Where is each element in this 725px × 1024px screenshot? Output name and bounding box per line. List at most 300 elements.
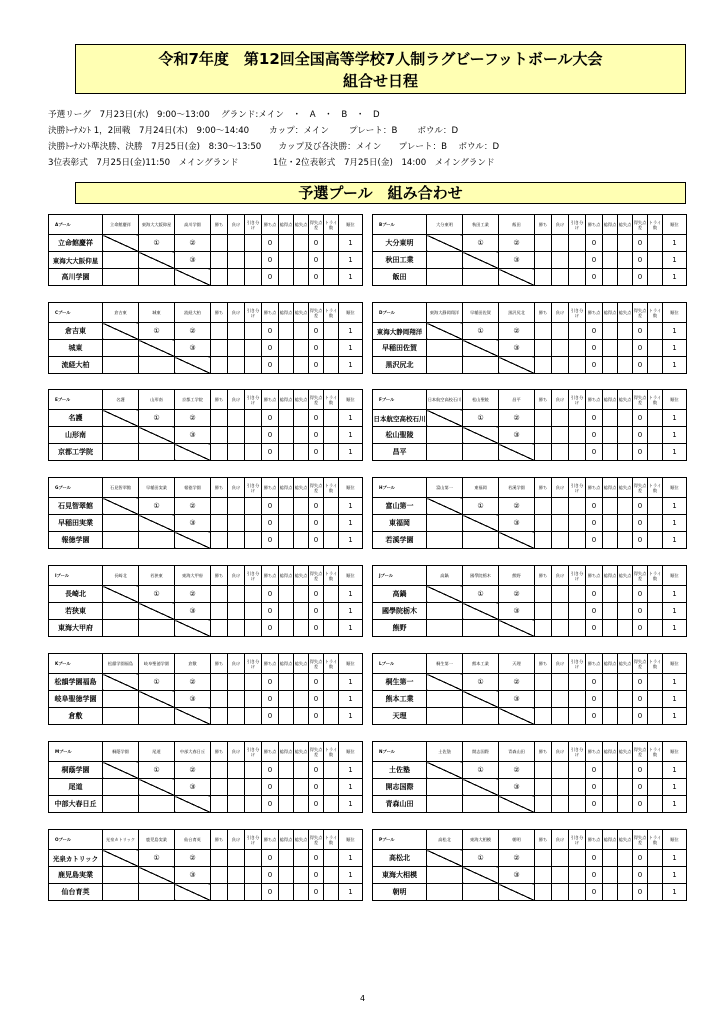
opponent-header: 東海大静岡翔洋 [427, 303, 463, 323]
rank-header: 順位 [339, 215, 363, 235]
pool-name: Bプール [373, 215, 427, 235]
draw-cell [569, 779, 586, 796]
conceded-header: 総失点 [294, 566, 309, 586]
scored-cell [603, 252, 618, 269]
opponent-header: 天理 [499, 654, 535, 674]
lose-cell [552, 586, 569, 603]
diff-header: 得失点差 [309, 742, 324, 762]
title-line-2: 組合せ日程 [342, 72, 418, 90]
opponent-header: 高松北 [427, 830, 463, 850]
tries-cell [648, 323, 663, 340]
table-row [373, 762, 687, 779]
opponent-header: 若溪学園 [499, 478, 535, 498]
pool-header-row [49, 390, 363, 410]
table-row [49, 340, 363, 357]
lose-cell [228, 252, 245, 269]
diff-cell: 0 [633, 674, 648, 691]
conceded-cell [294, 884, 309, 901]
win-header: 勝ち [535, 478, 552, 498]
draw-cell [569, 884, 586, 901]
diagonal-cell [499, 708, 535, 725]
match-number: ① [139, 235, 175, 252]
win-cell [211, 532, 228, 549]
tries-header: トライ数 [648, 390, 663, 410]
conceded-header: 総失点 [294, 830, 309, 850]
match-number: ① [463, 850, 499, 867]
diagonal-cell [175, 269, 211, 286]
draw-cell [569, 357, 586, 374]
win-header: 勝ち [535, 654, 552, 674]
diagonal-cell [175, 884, 211, 901]
pool-name: Gプール [49, 478, 103, 498]
lose-cell [228, 427, 245, 444]
rank-cell: 1 [339, 340, 363, 357]
diff-cell: 0 [633, 850, 648, 867]
tries-cell [324, 410, 339, 427]
pool-header-row [49, 654, 363, 674]
diff-cell: 0 [309, 796, 324, 813]
document-title [75, 44, 686, 94]
diff-cell: 0 [309, 515, 324, 532]
opponent-header: 倉吉東 [103, 303, 139, 323]
tries-cell [648, 498, 663, 515]
pool-table [372, 653, 687, 725]
tries-cell [648, 779, 663, 796]
scored-header: 総得点 [279, 390, 294, 410]
rank-header: 順位 [663, 654, 687, 674]
tries-cell [648, 850, 663, 867]
draw-cell [245, 252, 262, 269]
pool-name: Oプール [49, 830, 103, 850]
win-cell [211, 357, 228, 374]
scored-cell [603, 444, 618, 461]
win-cell [211, 796, 228, 813]
scored-header: 総得点 [603, 390, 618, 410]
score-cell [463, 708, 499, 725]
score-cell [463, 444, 499, 461]
diff-cell: 0 [633, 269, 648, 286]
conceded-cell [618, 674, 633, 691]
diff-cell: 0 [309, 532, 324, 549]
lose-header: 負け [228, 390, 245, 410]
conceded-cell [294, 410, 309, 427]
win-cell [211, 674, 228, 691]
opponent-header: 東海大大阪仰星 [139, 215, 175, 235]
scored-cell [279, 532, 294, 549]
section-title: 予選プール 組み合わせ [75, 182, 686, 204]
points-cell: 0 [262, 357, 279, 374]
points-cell: 0 [262, 235, 279, 252]
conceded-cell [618, 340, 633, 357]
diff-cell: 0 [309, 252, 324, 269]
tries-cell [324, 620, 339, 637]
pool-name: Lプール [373, 654, 427, 674]
scored-header: 総得点 [603, 742, 618, 762]
table-row [49, 850, 363, 867]
team-name: 飯田 [373, 269, 427, 286]
score-cell [103, 340, 139, 357]
tries-cell [648, 269, 663, 286]
table-row [49, 620, 363, 637]
scored-cell [279, 235, 294, 252]
conceded-cell [294, 340, 309, 357]
conceded-cell [294, 850, 309, 867]
win-header: 勝ち [535, 830, 552, 850]
scored-cell [603, 850, 618, 867]
match-number: ② [499, 498, 535, 515]
win-cell [211, 323, 228, 340]
table-row [373, 532, 687, 549]
team-name: 天理 [373, 708, 427, 725]
score-cell [427, 340, 463, 357]
table-row [373, 340, 687, 357]
conceded-cell [618, 691, 633, 708]
win-header: 勝ち [535, 303, 552, 323]
scored-cell [279, 410, 294, 427]
tries-cell [648, 691, 663, 708]
match-number: ② [499, 674, 535, 691]
win-cell [535, 532, 552, 549]
diagonal-cell [463, 427, 499, 444]
pool-table [48, 214, 363, 286]
draw-header: 引き分け [569, 390, 586, 410]
page-number: 4 [359, 994, 366, 1003]
match-number: ① [463, 323, 499, 340]
diff-cell: 0 [633, 427, 648, 444]
match-number: ② [175, 410, 211, 427]
win-cell [211, 269, 228, 286]
rank-cell: 1 [663, 410, 687, 427]
rank-cell: 1 [663, 867, 687, 884]
conceded-cell [294, 532, 309, 549]
rank-header: 順位 [339, 742, 363, 762]
opponent-header: 名護 [103, 390, 139, 410]
score-cell [427, 444, 463, 461]
schedule-line: 決勝ﾄｰﾅﾒﾝﾄ準決勝、決勝 7月25日(金) 8:30～13:50 カップ及び各決勝：メイン プレート：B ボウル：D [48, 142, 500, 152]
points-cell: 0 [586, 269, 603, 286]
match-number: ② [499, 410, 535, 427]
conceded-cell [294, 620, 309, 637]
pool-name: Dプール [373, 303, 427, 323]
win-cell [535, 357, 552, 374]
score-cell [427, 620, 463, 637]
points-cell: 0 [586, 410, 603, 427]
win-header: 勝ち [535, 390, 552, 410]
diff-cell: 0 [309, 762, 324, 779]
tries-cell [324, 427, 339, 444]
draw-cell [569, 796, 586, 813]
match-number: ② [499, 235, 535, 252]
rank-cell: 1 [339, 603, 363, 620]
win-cell [535, 515, 552, 532]
draw-cell [245, 586, 262, 603]
team-name: 城東 [49, 340, 103, 357]
diagonal-cell [427, 586, 463, 603]
diff-header: 得失点差 [633, 742, 648, 762]
draw-cell [245, 762, 262, 779]
scored-cell [279, 762, 294, 779]
diagonal-cell [139, 603, 175, 620]
conceded-cell [294, 235, 309, 252]
diagonal-cell [499, 269, 535, 286]
pool-name: Fプール [373, 390, 427, 410]
diff-cell: 0 [309, 427, 324, 444]
scored-cell [603, 620, 618, 637]
scored-header: 総得点 [279, 478, 294, 498]
pool-name: Hプール [373, 478, 427, 498]
win-cell [535, 762, 552, 779]
draw-cell [245, 620, 262, 637]
pool-name: Jプール [373, 566, 427, 586]
team-name: 高松北 [373, 850, 427, 867]
tries-cell [648, 796, 663, 813]
match-number: ② [175, 498, 211, 515]
team-name: 早稲田実業 [49, 515, 103, 532]
tries-header: トライ数 [648, 742, 663, 762]
draw-cell [569, 323, 586, 340]
tries-header: トライ数 [324, 303, 339, 323]
tries-cell [324, 444, 339, 461]
pool-table [48, 389, 363, 461]
team-name: 鹿児島実業 [49, 867, 103, 884]
match-number: ① [463, 410, 499, 427]
opponent-header: 鹿児島実業 [139, 830, 175, 850]
scored-header: 総得点 [603, 654, 618, 674]
team-name: 光泉カトリック [49, 850, 103, 867]
scored-cell [279, 269, 294, 286]
diagonal-cell [499, 357, 535, 374]
team-name: 秋田工業 [373, 252, 427, 269]
diff-cell: 0 [633, 515, 648, 532]
points-cell: 0 [586, 620, 603, 637]
conceded-cell [618, 427, 633, 444]
diagonal-cell [463, 252, 499, 269]
tries-cell [648, 532, 663, 549]
rank-cell: 1 [663, 779, 687, 796]
lose-cell [552, 708, 569, 725]
table-row [49, 796, 363, 813]
opponent-header: 高川学園 [175, 215, 211, 235]
win-cell [211, 444, 228, 461]
conceded-cell [294, 252, 309, 269]
scored-header: 総得点 [603, 303, 618, 323]
win-cell [211, 620, 228, 637]
win-cell [535, 867, 552, 884]
tries-header: トライ数 [324, 390, 339, 410]
win-cell [211, 252, 228, 269]
rank-cell: 1 [339, 269, 363, 286]
diagonal-cell [139, 779, 175, 796]
opponent-header: 長崎北 [103, 566, 139, 586]
pool-header-row [49, 215, 363, 235]
scored-header: 総得点 [603, 830, 618, 850]
tries-header: トライ数 [324, 654, 339, 674]
match-number: ② [499, 586, 535, 603]
diff-cell: 0 [633, 586, 648, 603]
table-row [49, 515, 363, 532]
diagonal-cell [499, 796, 535, 813]
diagonal-cell [139, 252, 175, 269]
match-number: ③ [499, 779, 535, 796]
score-cell [427, 884, 463, 901]
win-cell [211, 708, 228, 725]
team-name: 開志国際 [373, 779, 427, 796]
pool-name: Kプール [49, 654, 103, 674]
points-cell: 0 [262, 779, 279, 796]
points-header: 勝ち点 [586, 566, 603, 586]
table-row [373, 427, 687, 444]
diagonal-cell [463, 691, 499, 708]
tries-cell [648, 762, 663, 779]
rank-cell: 1 [339, 796, 363, 813]
tries-cell [324, 532, 339, 549]
conceded-cell [618, 708, 633, 725]
draw-cell [245, 444, 262, 461]
opponent-header: 東海大甲府 [175, 566, 211, 586]
team-name: 松韻学園福島 [49, 674, 103, 691]
tries-header: トライ数 [324, 830, 339, 850]
lose-cell [228, 884, 245, 901]
diff-cell: 0 [309, 498, 324, 515]
tries-header: トライ数 [324, 215, 339, 235]
conceded-cell [618, 515, 633, 532]
team-name: 仙台育英 [49, 884, 103, 901]
conceded-cell [618, 532, 633, 549]
pool-name: Aプール [49, 215, 103, 235]
lose-header: 負け [228, 742, 245, 762]
lose-cell [228, 340, 245, 357]
conceded-cell [618, 620, 633, 637]
score-cell [139, 357, 175, 374]
rank-header: 順位 [663, 742, 687, 762]
pool-header-row [373, 390, 687, 410]
table-row [373, 796, 687, 813]
conceded-cell [294, 323, 309, 340]
score-cell [139, 796, 175, 813]
opponent-header: 東海大相模 [463, 830, 499, 850]
pool-header-row [373, 830, 687, 850]
conceded-cell [618, 603, 633, 620]
win-cell [535, 444, 552, 461]
draw-header: 引き分け [569, 742, 586, 762]
rank-cell: 1 [339, 620, 363, 637]
conceded-cell [618, 884, 633, 901]
match-number: ② [175, 323, 211, 340]
tries-cell [648, 515, 663, 532]
diagonal-cell [499, 532, 535, 549]
diff-header: 得失点差 [309, 303, 324, 323]
tries-cell [324, 269, 339, 286]
schedule-line: 予選リーグ 7月23日(水) 9:00～13:00 グランド:メイン ・ A ・ B ・ D [48, 110, 380, 120]
rank-header: 順位 [339, 654, 363, 674]
opponent-header: 仙台育英 [175, 830, 211, 850]
diff-header: 得失点差 [309, 830, 324, 850]
title-line-1: 令和7年度 第12回全国高等学校7人制ラグビーフットボール大会 [158, 50, 603, 68]
score-cell [463, 532, 499, 549]
match-number: ③ [175, 867, 211, 884]
win-cell [535, 674, 552, 691]
diff-cell: 0 [633, 444, 648, 461]
table-row [49, 252, 363, 269]
pool-table [48, 302, 363, 374]
points-cell: 0 [262, 708, 279, 725]
rank-cell: 1 [663, 850, 687, 867]
pool-name: Iプール [49, 566, 103, 586]
pool-table [48, 477, 363, 549]
rank-header: 順位 [663, 390, 687, 410]
diff-cell: 0 [309, 269, 324, 286]
tries-cell [324, 884, 339, 901]
points-cell: 0 [262, 674, 279, 691]
tries-header: トライ数 [648, 215, 663, 235]
opponent-header: 飯田 [499, 215, 535, 235]
draw-cell [245, 884, 262, 901]
draw-cell [245, 867, 262, 884]
match-number: ③ [499, 867, 535, 884]
lose-cell [228, 235, 245, 252]
match-number: ② [499, 323, 535, 340]
score-cell [463, 620, 499, 637]
scored-cell [603, 708, 618, 725]
rank-header: 順位 [663, 215, 687, 235]
win-header: 勝ち [211, 390, 228, 410]
table-row [373, 779, 687, 796]
diff-cell: 0 [633, 603, 648, 620]
scored-cell [603, 762, 618, 779]
lose-cell [228, 603, 245, 620]
lose-cell [552, 498, 569, 515]
match-number: ② [175, 762, 211, 779]
draw-header: 引き分け [569, 654, 586, 674]
rank-cell: 1 [339, 779, 363, 796]
points-cell: 0 [586, 762, 603, 779]
scored-cell [603, 427, 618, 444]
diff-header: 得失点差 [309, 478, 324, 498]
table-row [373, 323, 687, 340]
pool-header-row [49, 566, 363, 586]
win-cell [211, 867, 228, 884]
diff-cell: 0 [309, 850, 324, 867]
diff-cell: 0 [633, 691, 648, 708]
diff-header: 得失点差 [633, 830, 648, 850]
team-name: 高鍋 [373, 586, 427, 603]
match-number: ① [463, 762, 499, 779]
diagonal-cell [103, 674, 139, 691]
diff-cell: 0 [309, 620, 324, 637]
win-cell [211, 410, 228, 427]
scored-cell [603, 674, 618, 691]
draw-header: 引き分け [569, 303, 586, 323]
points-header: 勝ち点 [586, 303, 603, 323]
match-number: ② [175, 674, 211, 691]
team-name: 朝明 [373, 884, 427, 901]
match-number: ① [139, 498, 175, 515]
draw-cell [245, 410, 262, 427]
points-cell: 0 [262, 515, 279, 532]
diagonal-cell [175, 444, 211, 461]
tries-cell [324, 850, 339, 867]
points-cell: 0 [262, 850, 279, 867]
points-cell: 0 [586, 357, 603, 374]
draw-cell [245, 603, 262, 620]
conceded-header: 総失点 [618, 478, 633, 498]
diagonal-cell [427, 674, 463, 691]
rank-cell: 1 [663, 323, 687, 340]
opponent-header: 日本航空高校石川 [427, 390, 463, 410]
points-cell: 0 [262, 867, 279, 884]
rank-cell: 1 [339, 444, 363, 461]
diagonal-cell [103, 762, 139, 779]
